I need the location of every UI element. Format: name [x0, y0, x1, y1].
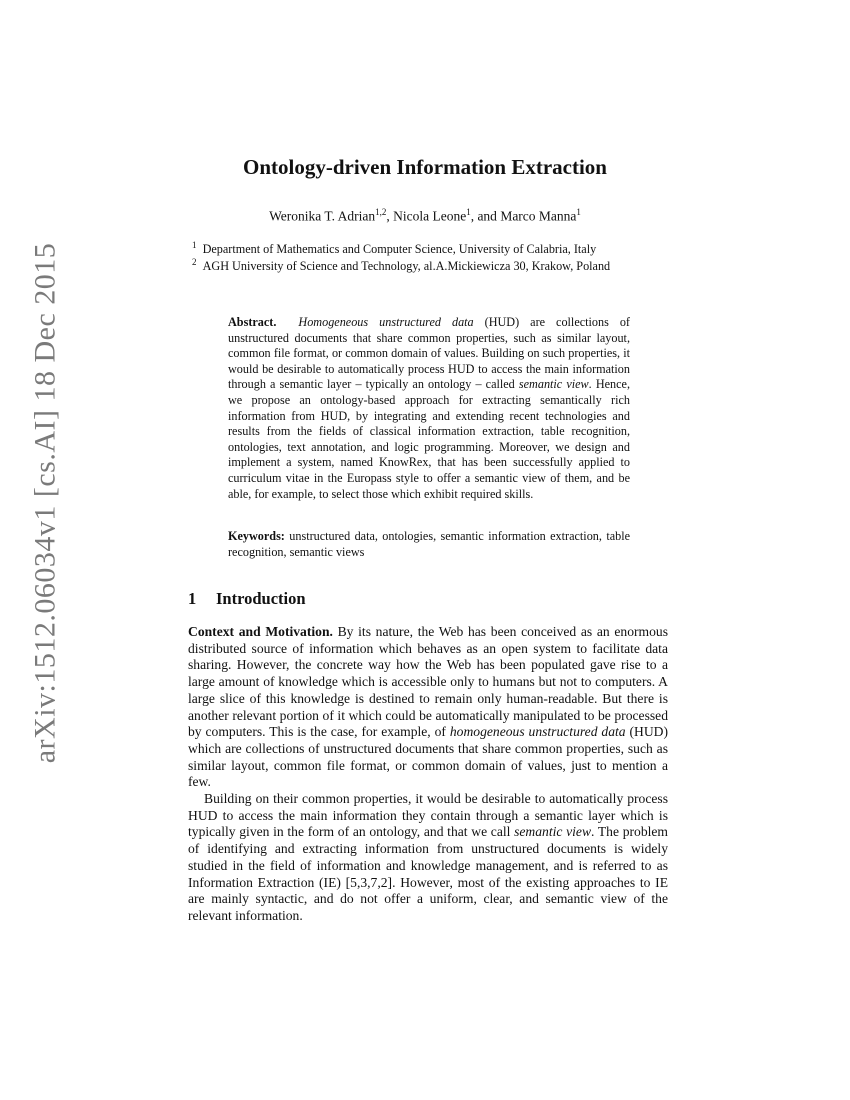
abstract-label: Abstract. [228, 315, 277, 329]
paragraph-emphasis: homogeneous unstructured data [449, 724, 626, 740]
paragraph-text: Building on their common properties, it would be desirable to automatically process HUD to access the main information they contain through a semantic layer which is typically given in the form of an ontology, and that we call [188, 791, 668, 840]
paragraph-text: By its nature, the Web has been conceived as an enormous distributed source of information which behaves as an open system to facilitate data sharing. However, the concrete way how the Web has been populated gave rise to a large amount of knowledge which is accessible only to humans but not to computers. A large slice of this knowledge is destined to remain only human-readable. But there is another relevant portion of it which could be automatically manipulated to be processed by computers. This is the case, for example, of [188, 624, 668, 740]
section-number: 1 [188, 589, 197, 608]
author-affil-mark: 1 [576, 207, 581, 217]
affiliation [192, 257, 692, 274]
author-affil-mark: 1 [466, 207, 471, 217]
paragraph [188, 624, 668, 791]
paper-title: Ontology-driven Information Extraction [243, 155, 607, 179]
abstract-text: (HUD) are collections of unstructured documents that share common properties, such as similar layout, common file format, or common domain of values. Building on such properties, it would be desirable to automatically process HUD to access the main information through a semantic layer – typically an ontology – called [228, 315, 630, 392]
section-title: Introduction [216, 589, 306, 608]
arxiv-stamp [20, 242, 70, 763]
paragraph [188, 791, 668, 925]
affiliation [192, 240, 692, 257]
affiliation-text: Department of Mathematics and Computer Science, University of Calabria, Italy [202, 242, 597, 257]
author-separator: , and [470, 208, 501, 224]
affiliation-mark: 1 [192, 240, 197, 250]
author-name: Weronika T. Adrian [269, 208, 376, 224]
keywords-text: unstructured data, ontologies, semantic information extraction, table recognition, semantic views [228, 529, 630, 559]
author-list [0, 207, 850, 225]
paragraph-text: . The problem of identifying and extracting information from unstructured documents is widely studied in the field of information and knowledge management, and is referred to as Information Extraction (IE) [5,3,7,2]. However, most of the existing approaches to IE are mainly syntactic, and do not offer a uniform, clear, and semantic view of the relevant information. [188, 824, 668, 923]
author-separator: , [386, 208, 394, 224]
paragraph-emphasis: semantic view [514, 824, 592, 840]
affiliation-text: AGH University of Science and Technology, al.A.Mickiewicza 30, Krakow, Poland [202, 259, 611, 274]
paragraph-lead: Context and Motivation. [188, 624, 333, 639]
keywords-label: Keywords: [228, 529, 285, 543]
abstract-emphasis: Homogeneous unstructured data [298, 315, 474, 329]
arxiv-id: arXiv:1512.06034v1 [cs.AI] 18 Dec 2015 [28, 242, 61, 763]
keywords [228, 529, 630, 560]
author-affil-mark: 1,2 [375, 207, 387, 217]
section-heading [188, 589, 306, 609]
abstract-text: . Hence, we propose an ontology-based approach for extracting semantically rich information from HUD, by integrating and extending recent technologies and results from the fields of classical information extraction, table recognition, ontologies, text annotation, and logic programming. Moreover, we design and implement a system, named KnowRex, that has been successfully applied to curriculum vitae in the Europass style to offer a semantic view of them, and be able, for example, to select those which exhibit required skills. [228, 377, 631, 501]
abstract-emphasis: semantic view [518, 377, 589, 392]
abstract [228, 315, 630, 502]
author-name: Nicola Leone [393, 208, 467, 224]
paragraph-text: (HUD) which are collections of unstructured documents that share common properties, such as similar layout, common file format, or common domain of values, just to mention a few. [188, 724, 668, 790]
author-name: Marco Manna [500, 208, 577, 224]
affiliation-mark: 2 [192, 257, 197, 267]
